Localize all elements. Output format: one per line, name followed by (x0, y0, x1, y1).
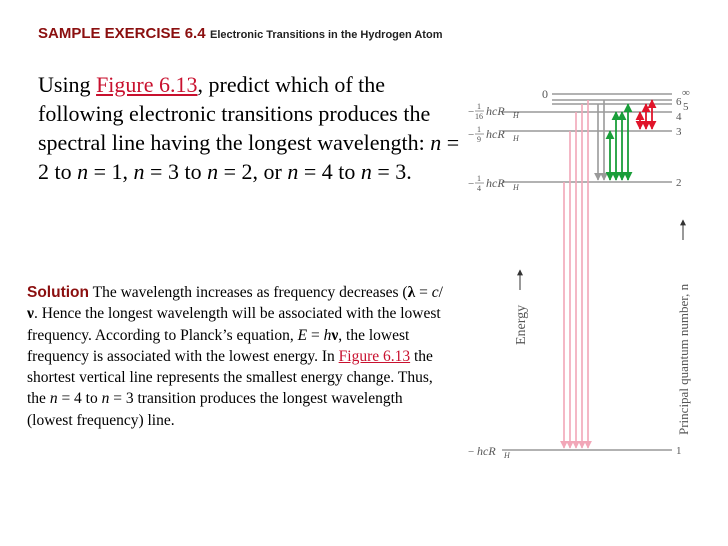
exercise-subtitle: Electronic Transitions in the Hydrogen Atom (210, 29, 443, 41)
solution-text: Solution The wavelength increases as frequency decreases (λ = c/ν. Hence the longest wavelength will be associated with the lowest frequency. According to Planck’s equation, E = hν, the lowest frequency is associated with the lowest energy. In Figure 6.13 the shortest vertical line represents the smallest energy change. Thus, the n = 4 to n = 3 transition produces the longest wavelength (lowest frequency) line. (27, 284, 443, 429)
n-label-5: 5 (683, 101, 689, 113)
quantum-axis-label: Principal quantum number, n (676, 283, 691, 435)
svg-text:hcR: hcR (486, 104, 505, 118)
n-label-1: 1 (676, 445, 682, 457)
svg-text:9: 9 (477, 135, 481, 144)
lyman-transitions (564, 100, 588, 448)
figure-link[interactable]: Figure 6.13 (96, 72, 198, 97)
energy-label-4 (468, 174, 520, 193)
energy-levels (502, 94, 672, 450)
energy-label-9 (468, 125, 520, 144)
svg-text:1: 1 (477, 102, 481, 111)
svg-text:H: H (513, 183, 519, 192)
svg-text:16: 16 (475, 112, 483, 121)
exercise-header (38, 25, 442, 43)
exercise-title: SAMPLE EXERCISE 6.4 (38, 25, 206, 42)
svg-text:−: − (468, 178, 475, 190)
zero-label: 0 (542, 87, 548, 101)
svg-text:H: H (504, 451, 510, 460)
n-label-infinity: ∞ (682, 87, 690, 99)
svg-text:−: − (468, 446, 475, 458)
svg-text:hcR: hcR (477, 444, 496, 458)
svg-text:−: − (468, 106, 475, 118)
energy-label-16 (468, 102, 520, 121)
energy-level-diagram (460, 80, 710, 470)
svg-text:hcR: hcR (486, 176, 505, 190)
solution-label: Solution (27, 284, 89, 301)
n-label-3: 3 (676, 126, 682, 138)
n-label-2: 2 (676, 177, 682, 189)
svg-text:H: H (513, 134, 519, 143)
figure-link-solution[interactable]: Figure 6.13 (338, 347, 411, 365)
svg-text:1: 1 (477, 174, 481, 183)
svg-text:1: 1 (477, 125, 481, 134)
energy-axis-label: Energy (514, 304, 529, 345)
svg-text:4: 4 (477, 184, 481, 193)
svg-text:H: H (513, 111, 519, 120)
svg-text:hcR: hcR (486, 127, 505, 141)
n-label-4: 4 (676, 111, 682, 123)
energy-label-1 (468, 444, 511, 460)
question-text: Using Figure 6.13, predict which of the following electronic transitions produces the spectral line having the longest wavelength: n = 2 to n = 1, n = 3 to n = 2, or n = 4 to n = 3. (38, 72, 460, 184)
balmer-green-transitions (610, 104, 628, 180)
svg-text:−: − (468, 129, 475, 141)
n-label-6: 6 (676, 96, 682, 108)
